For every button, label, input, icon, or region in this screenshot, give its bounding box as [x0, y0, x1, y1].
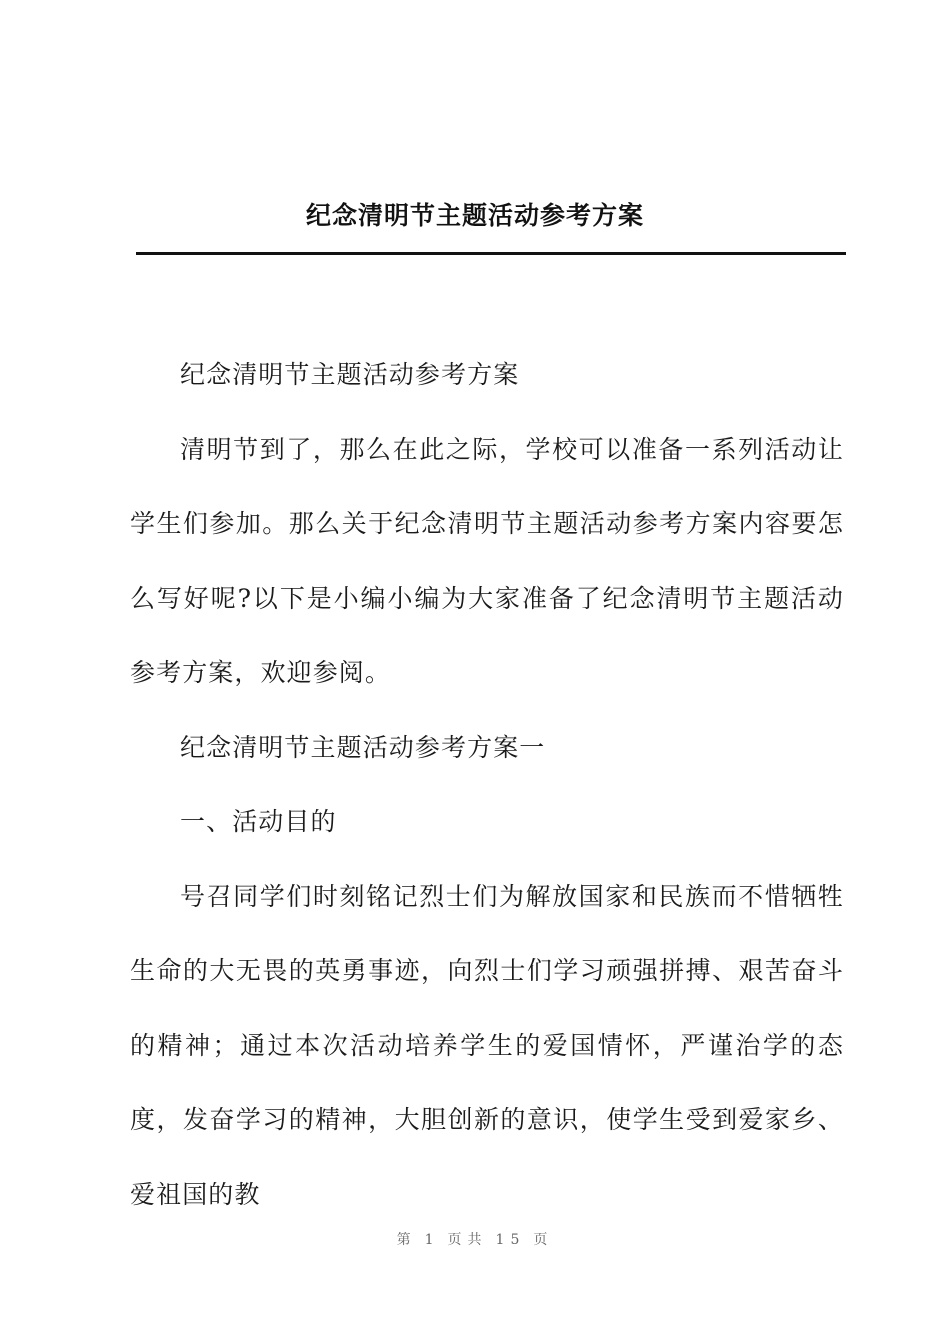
- paragraph: 清明节到了，那么在此之际，学校可以准备一系列活动让学生们参加。那么关于纪念清明节主题活动参考方案内容要怎么写好呢?以下是小编小编为大家准备了纪念清明节主题活动参考方案，欢迎参阅。: [130, 434, 844, 687]
- paragraph: 号召同学们时刻铭记烈士们为解放国家和民族而不惜牺牲生命的大无畏的英勇事迹，向烈士们学习顽强拼搏、艰苦奋斗的精神；通过本次活动培养学生的爱国情怀，严谨治学的态度，发奋学习的精神，大胆创新的意识，使学生受到爱家乡、爱祖国的教: [130, 881, 844, 1209]
- paragraph: 纪念清明节主题活动参考方案: [180, 360, 520, 389]
- total-pages: 15: [495, 1232, 526, 1248]
- page-footer: [0, 1229, 950, 1249]
- title-divider: [136, 252, 846, 255]
- footer-suffix: 页: [533, 1232, 554, 1248]
- paragraph: 纪念清明节主题活动参考方案一: [180, 732, 546, 762]
- document-title: 纪念清明节主题活动参考方案: [305, 201, 644, 230]
- current-page-number: 1: [424, 1232, 440, 1248]
- footer-prefix: 第: [396, 1232, 417, 1248]
- footer-mid: 页共: [447, 1232, 488, 1248]
- paragraph: 一、活动目的: [180, 807, 337, 836]
- document-body: [130, 338, 844, 1232]
